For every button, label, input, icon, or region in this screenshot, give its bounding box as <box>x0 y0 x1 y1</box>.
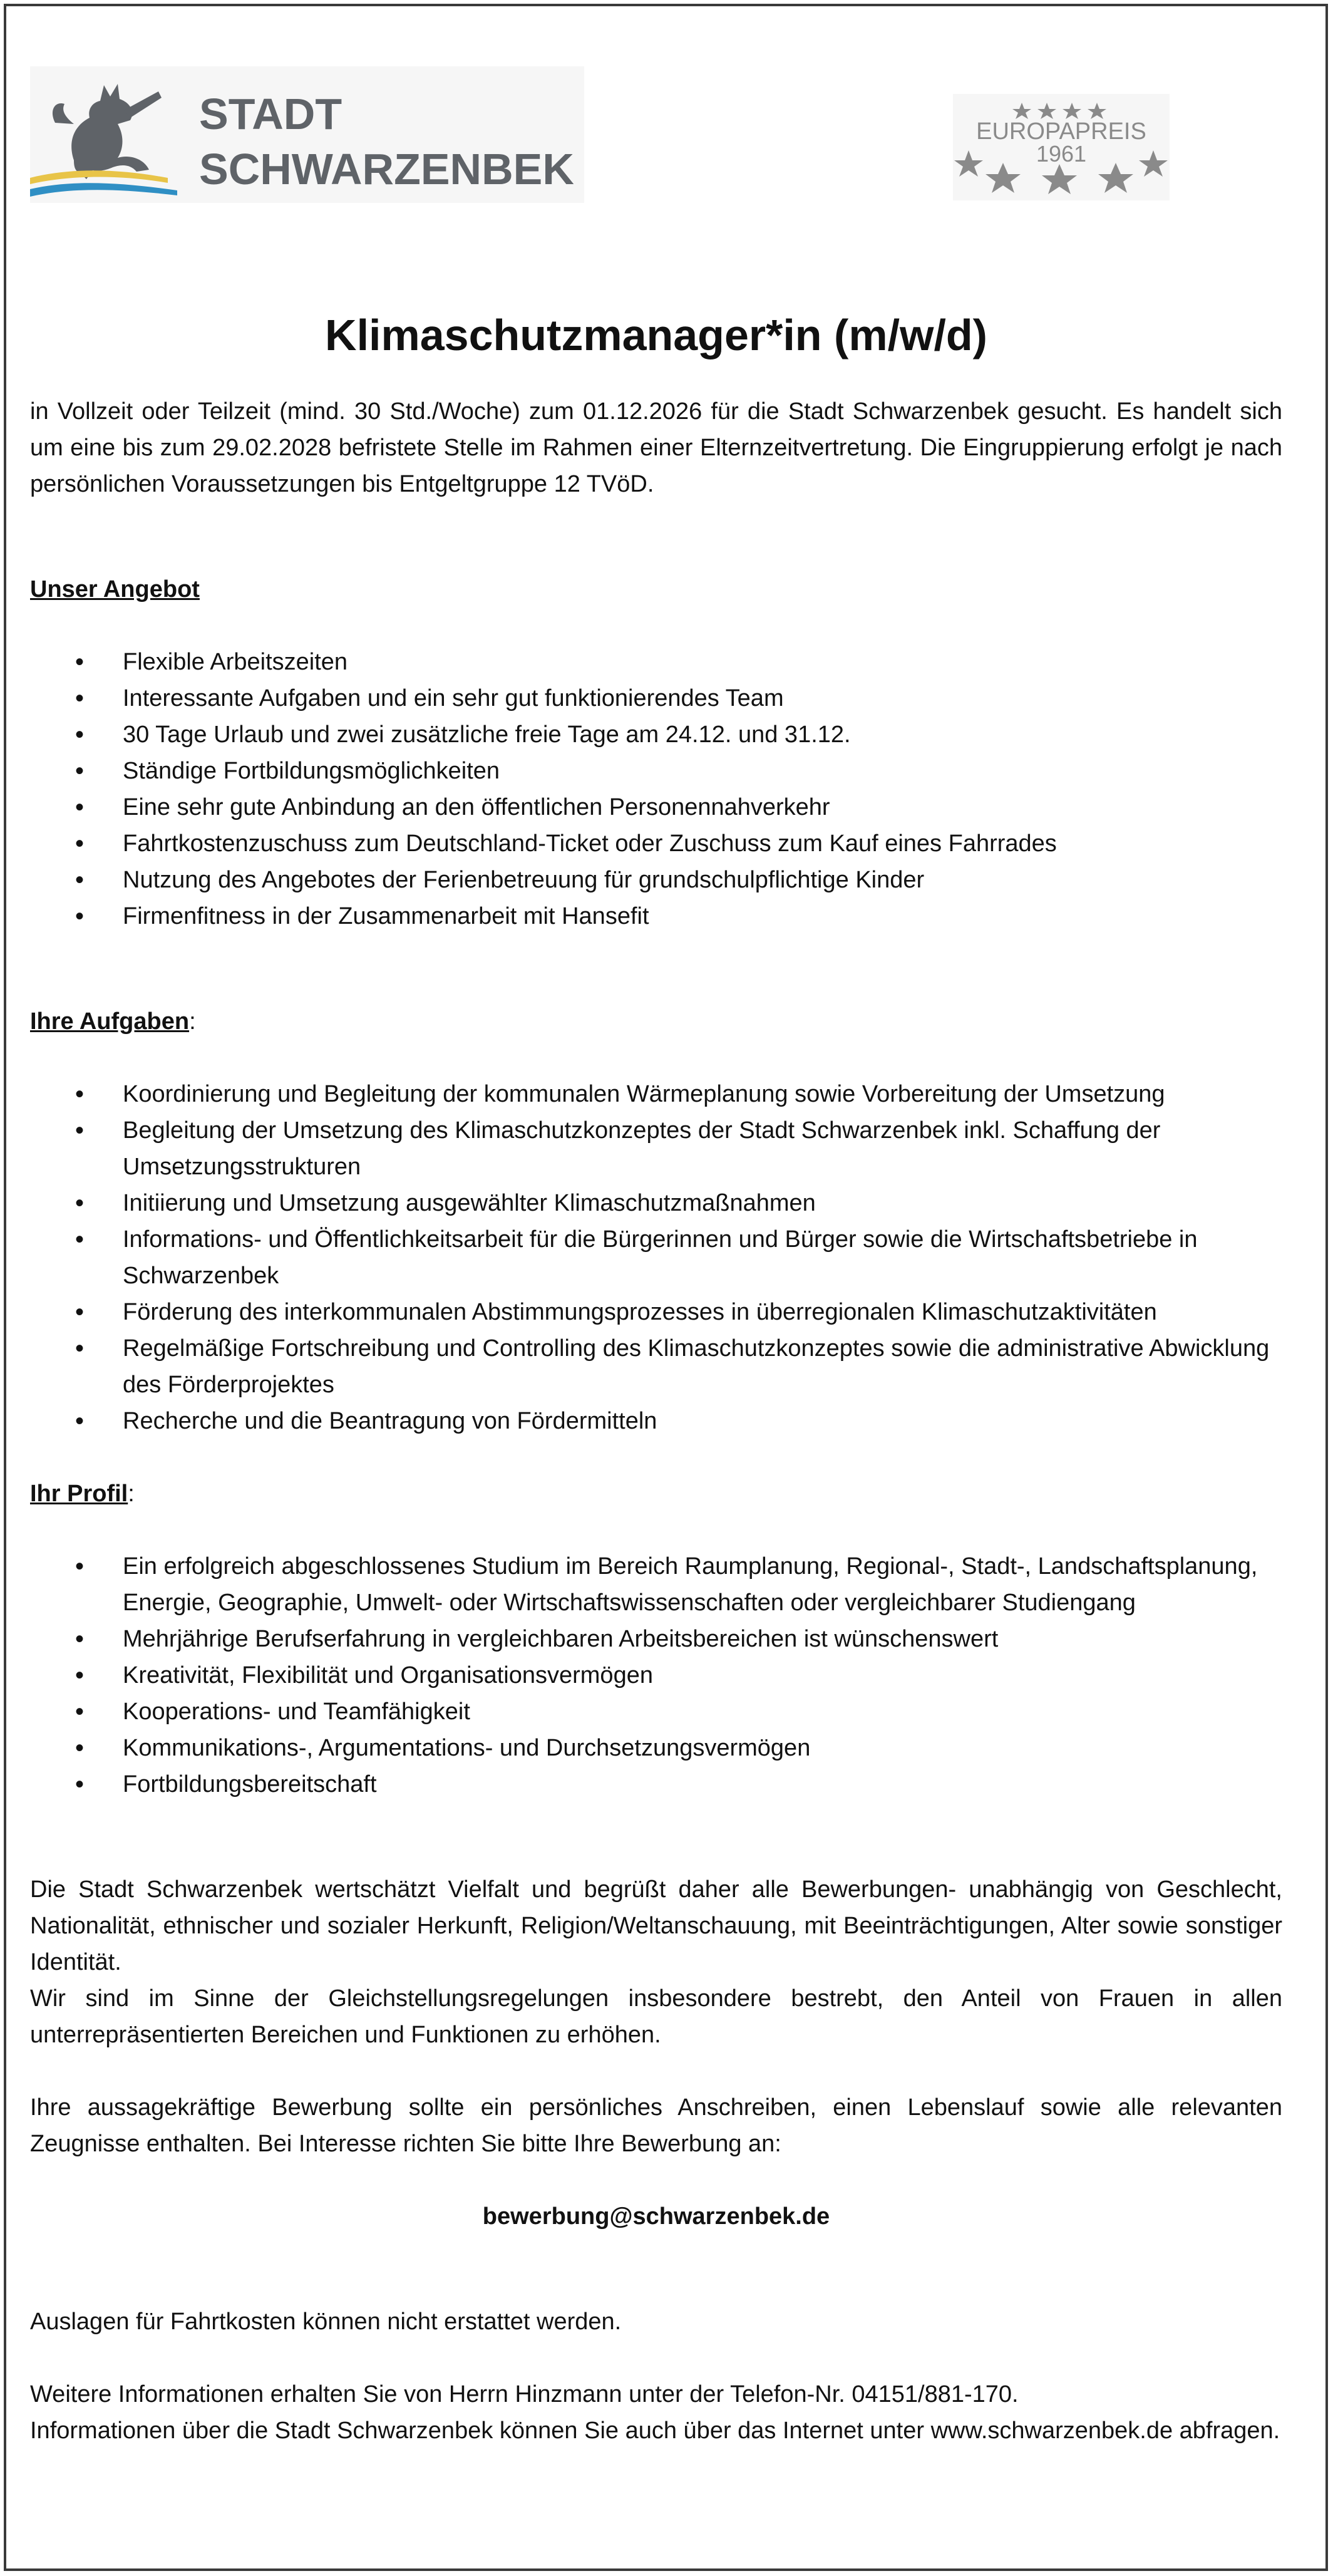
list-item: • Begleitung der Umsetzung des Klimaschutzkonzeptes der Stadt Schwarzenbek inkl. Schaffung der Umsetzungsstrukturen <box>123 1112 1282 1185</box>
logo-line2: SCHWARZENBEK <box>199 145 574 194</box>
list-item: • Recherche und die Beantragung von Fördermitteln <box>123 1403 1282 1439</box>
travel-costs-note: Auslagen für Fahrtkosten können nicht erstattet werden. <box>30 2309 622 2335</box>
offer-heading: Unser Angebot <box>30 576 200 603</box>
list-item: • Nutzung des Angebotes der Ferienbetreuung für grundschulpflichtige Kinder <box>123 862 1282 898</box>
list-item: • Koordinierung und Begleitung der kommunalen Wärmeplanung sowie Vorbereitung der Umsetzung <box>123 1076 1282 1112</box>
list-item: • Ständige Fortbildungsmöglichkeiten <box>123 753 1282 789</box>
contact-text: Weitere Informationen erhalten Sie von Herrn Hinzmann unter der Telefon-Nr. 04151/881-170. <box>30 2381 1019 2408</box>
list-item: • Fahrtkostenzuschuss zum Deutschland-Ticket oder Zuschuss zum Kauf eines Fahrrades <box>123 825 1282 862</box>
list-item: • Kreativität, Flexibilität und Organisationsvermögen <box>123 1657 1282 1694</box>
website-info-text: Informationen über die Stadt Schwarzenbek können Sie auch über das Internet unter www.schwarzenbek.de abfragen. <box>30 2418 1280 2444</box>
profile-heading: Ihr Profil <box>30 1481 128 1507</box>
list-item: • Kommunikations-, Argumentations- und Durchsetzungsvermögen <box>123 1730 1282 1766</box>
job-title: Klimaschutzmanager*in (m/w/d) <box>325 311 987 360</box>
diversity-text: Die Stadt Schwarzenbek wertschätzt Vielfalt und begrüßt daher alle Bewerbungen- unabhängig von Geschlecht, Nationalität, ethnischer und sozialer Herkunft, Religion/Weltanschauung, mit Beeinträchtigungen, Alter sowie sonstiger Identität. <box>30 1876 1282 1975</box>
stadt-schwarzenbek-logo <box>30 66 584 203</box>
equality-text: Wir sind im Sinne der Gleichstellungsregelungen insbesondere bestrebt, den Anteil von Frauen in allen unterrepräsentierten Bereichen und Funktionen zu erhöhen. <box>30 1985 1282 2048</box>
award-line2: 1961 <box>1036 141 1087 167</box>
list-item: • Förderung des interkommunalen Abstimmungsprozesses in überregionalen Klimaschutzaktivitäten <box>123 1294 1282 1330</box>
list-item: • 30 Tage Urlaub und zwei zusätzliche freie Tage am 24.12. und 31.12. <box>123 716 1282 753</box>
europapreis-logo <box>953 94 1170 200</box>
job-posting-body <box>30 307 1282 2449</box>
offer-list <box>30 644 1282 934</box>
profile-colon: : <box>128 1481 135 1507</box>
tasks-heading-line <box>30 1003 1282 1040</box>
tasks-list <box>30 1076 1282 1439</box>
award-line1: EUROPAPREIS <box>976 118 1146 145</box>
profile-list <box>30 1548 1282 1803</box>
list-item: • Flexible Arbeitszeiten <box>123 644 1282 680</box>
list-item: • Ein erfolgreich abgeschlossenes Studium im Bereich Raumplanung, Regional-, Stadt-, Landschaftsplanung, Energie, Geographie, Umwelt- oder Wirtschaftswissenschaften oder vergleichbarer Studiengang <box>123 1548 1282 1621</box>
list-item: • Interessante Aufgaben und ein sehr gut funktionierendes Team <box>123 680 1282 716</box>
list-item: • Eine sehr gute Anbindung an den öffentlichen Personennahverkehr <box>123 789 1282 825</box>
list-item: • Fortbildungsbereitschaft <box>123 1766 1282 1803</box>
logo-line1: STADT <box>199 90 342 138</box>
list-item: • Kooperations- und Teamfähigkeit <box>123 1694 1282 1730</box>
list-item: • Mehrjährige Berufserfahrung in vergleichbaren Arbeitsbereichen ist wünschenswert <box>123 1621 1282 1657</box>
list-item: • Informations- und Öffentlichkeitsarbeit für die Bürgerinnen und Bürger sowie die Wirtschaftsbetriebe in Schwarzenbek <box>123 1221 1282 1294</box>
intro-text: in Vollzeit oder Teilzeit (mind. 30 Std./Woche) zum 01.12.2026 für die Stadt Schwarzenbek gesucht. Es handelt sich um eine bis zum 29.02.2028 befristete Stelle im Rahmen einer Elternzeitvertretung. Die Eingruppierung erfolgt je nach persönlichen Voraussetzungen bis Entgeltgruppe 12 TVöD. <box>30 398 1282 497</box>
list-item: • Regelmäßige Fortschreibung und Controlling des Klimaschutzkonzeptes sowie die administrative Abwicklung des Förderprojektes <box>123 1330 1282 1403</box>
list-item: • Firmenfitness in der Zusammenarbeit mit Hansefit <box>123 898 1282 934</box>
list-item: • Initiierung und Umsetzung ausgewählter Klimaschutzmaßnahmen <box>123 1185 1282 1221</box>
tasks-heading: Ihre Aufgaben <box>30 1008 190 1035</box>
application-text: Ihre aussagekräftige Bewerbung sollte ein persönliches Anschreiben, einen Lebenslauf sowie alle relevanten Zeugnisse enthalten. Bei Interesse richten Sie bitte Ihre Bewerbung an: <box>30 2094 1282 2157</box>
application-email-link[interactable]: bewerbung@schwarzenbek.de <box>482 2203 830 2230</box>
profile-heading-line <box>30 1476 1282 1512</box>
tasks-colon: : <box>189 1008 196 1035</box>
